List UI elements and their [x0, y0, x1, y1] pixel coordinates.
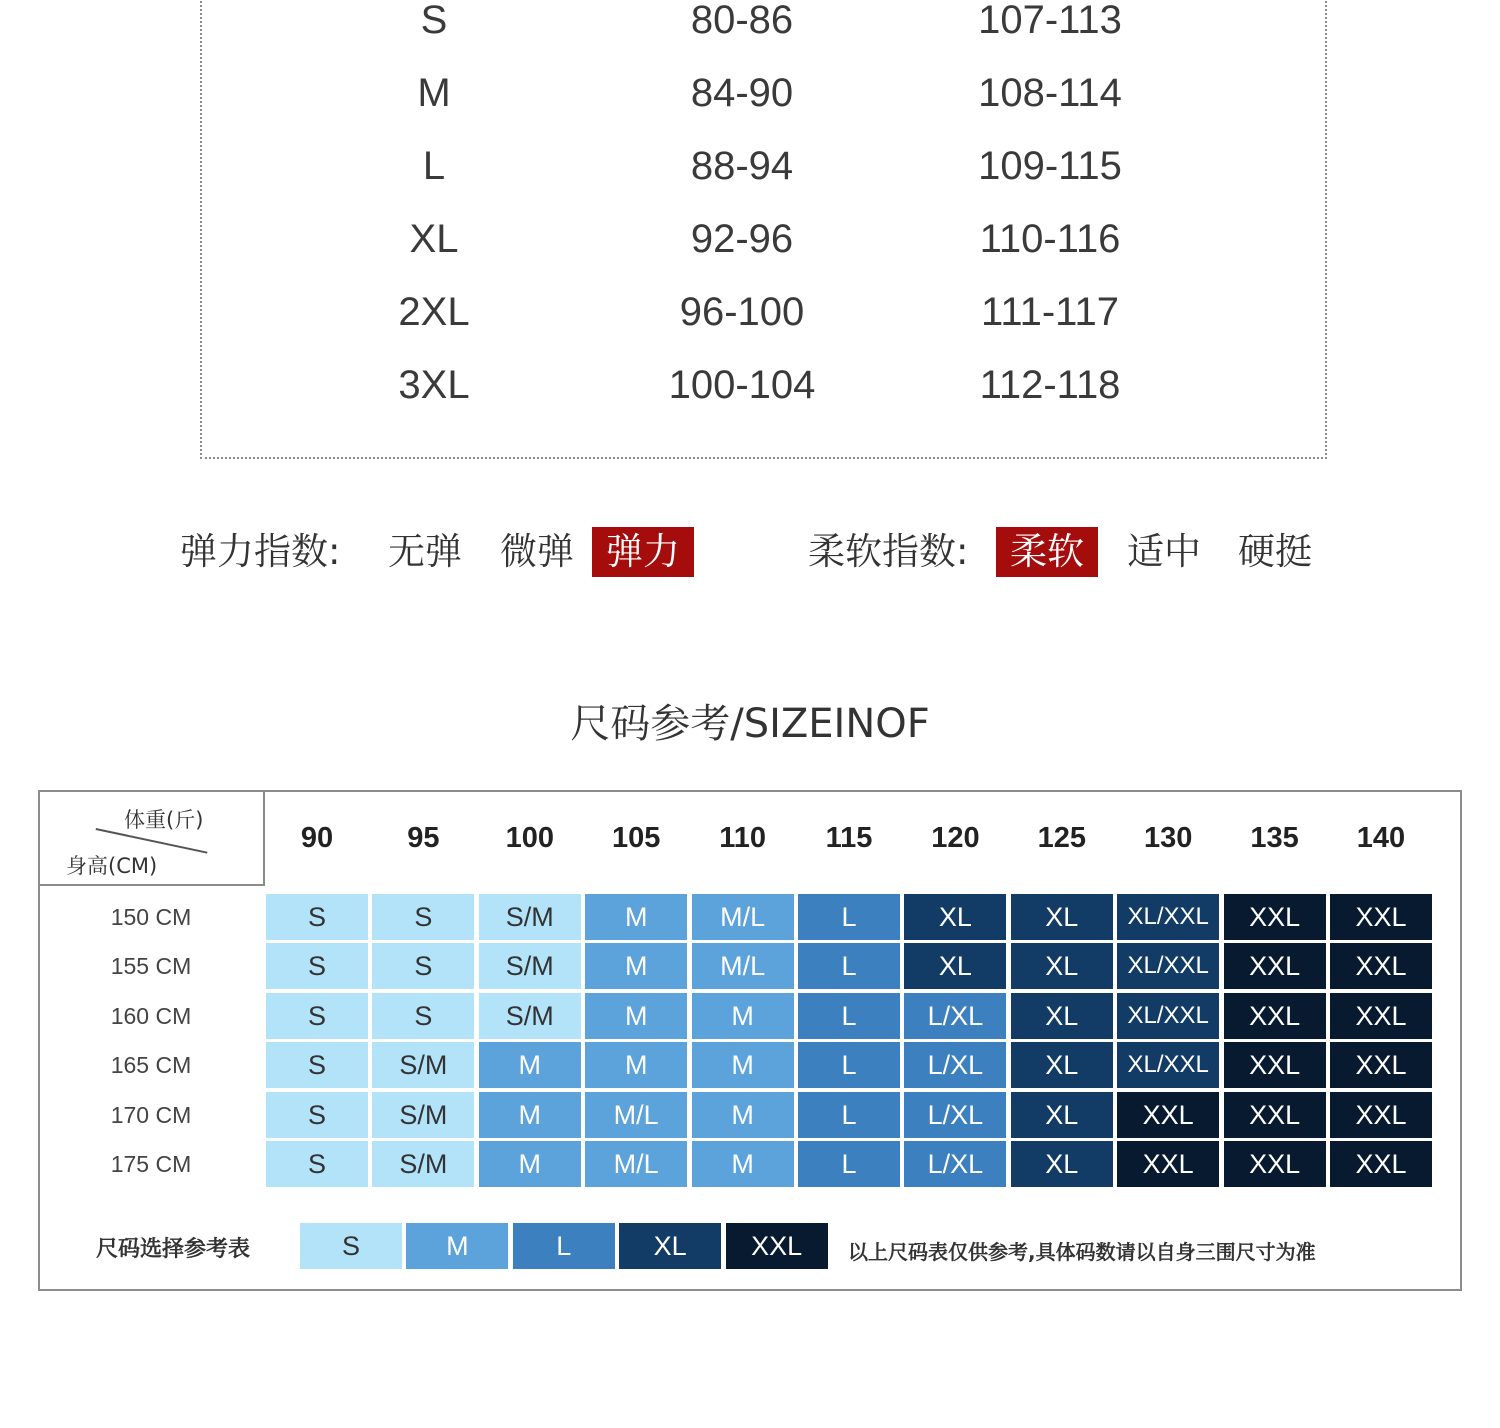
- size-cell: S: [372, 993, 474, 1039]
- size-cell: XXL: [1224, 1042, 1326, 1088]
- size-cell: XXL: [1224, 1141, 1326, 1187]
- height-label: 155 CM: [110, 953, 192, 980]
- size-cell: L/XL: [904, 1141, 1006, 1187]
- size-cell: XL: [904, 943, 1006, 989]
- size-cell: L/XL: [904, 1092, 1006, 1138]
- measure-range-1: 100-104: [668, 363, 816, 407]
- size-cell: S/M: [372, 1141, 474, 1187]
- size-cell: XL: [1011, 943, 1113, 989]
- size-cell: XL/XXL: [1117, 943, 1219, 989]
- size-cell: M: [692, 993, 794, 1039]
- size-cell: S: [266, 1042, 368, 1088]
- weight-header: 90: [300, 822, 334, 854]
- weight-header: 135: [1250, 822, 1299, 854]
- size-cell: XXL: [1224, 1092, 1326, 1138]
- size-cell: M: [585, 993, 687, 1039]
- chart-corner-header: [40, 792, 265, 886]
- size-label: 2XL: [398, 290, 470, 334]
- size-cell: M: [479, 1092, 581, 1138]
- measure-range-2: 107-113: [978, 0, 1122, 42]
- size-cell: XL/XXL: [1117, 993, 1219, 1039]
- size-cell: S/M: [479, 993, 581, 1039]
- size-cell: S: [266, 1141, 368, 1187]
- size-cell: S: [266, 1092, 368, 1138]
- size-cell: XL: [1011, 894, 1113, 940]
- disclaimer-note: 以上尺码表仅供参考,具体码数请以自身三围尺寸为准: [848, 1240, 1316, 1264]
- weight-header: 130: [1143, 822, 1193, 854]
- size-cell: XL: [1011, 1141, 1113, 1187]
- size-cell: XXL: [1330, 1092, 1432, 1138]
- weight-header: 140: [1356, 822, 1406, 854]
- size-cell: XXL: [1224, 993, 1326, 1039]
- measurement-table: [200, 0, 1327, 459]
- size-cell: M: [479, 1042, 581, 1088]
- size-chart: [38, 790, 1462, 1291]
- legend-swatch: XL: [619, 1223, 721, 1269]
- height-label: 170 CM: [110, 1101, 192, 1128]
- size-cell: L: [798, 1141, 900, 1187]
- size-label: 3XL: [398, 363, 470, 407]
- size-cell: L: [798, 943, 900, 989]
- fabric-index-line: [0, 527, 1500, 577]
- size-cell: XXL: [1224, 894, 1326, 940]
- size-cell: M/L: [692, 894, 794, 940]
- weight-header: 95: [407, 822, 440, 854]
- size-cell: M: [585, 1042, 687, 1088]
- weight-header: 110: [719, 822, 766, 854]
- size-cell: S/M: [372, 1042, 474, 1088]
- size-cell: XXL: [1330, 894, 1432, 940]
- measure-range-2: 108-114: [978, 71, 1122, 115]
- size-cell: M/L: [585, 1092, 687, 1138]
- size-cell: S: [266, 993, 368, 1039]
- size-cell: XXL: [1224, 943, 1326, 989]
- size-cell: M: [692, 1092, 794, 1138]
- size-cell: XL: [1011, 1092, 1113, 1138]
- measure-range-2: 112-118: [979, 363, 1121, 407]
- height-label: 175 CM: [110, 1151, 192, 1177]
- measure-range-1: 96-100: [679, 290, 805, 334]
- size-cell: XXL: [1330, 943, 1432, 989]
- size-cell: XL/XXL: [1117, 894, 1219, 940]
- size-cell: L: [798, 993, 900, 1039]
- soft-option-stiff: 硬挺: [1238, 530, 1312, 573]
- soft-index-label: 柔软指数:: [808, 530, 969, 573]
- elastic-option-selected: 弹力: [592, 527, 694, 577]
- size-label: XL: [409, 217, 459, 261]
- size-label: L: [422, 144, 446, 188]
- size-cell: XXL: [1330, 993, 1432, 1039]
- measure-range-2: 111-117: [981, 290, 1119, 334]
- size-cell: S: [372, 894, 474, 940]
- legend-swatch: XXL: [726, 1223, 828, 1269]
- size-cell: M: [585, 894, 687, 940]
- size-cell: XL: [904, 894, 1006, 940]
- size-cell: L: [798, 1092, 900, 1138]
- measure-range-1: 88-94: [690, 144, 794, 188]
- measurement-row: [202, 0, 1325, 58]
- size-cell: XL: [1011, 1042, 1113, 1088]
- size-cell: M: [692, 1141, 794, 1187]
- elastic-option-none: 无弹: [388, 530, 462, 573]
- measurement-row: [202, 217, 1325, 277]
- measurement-row: [202, 71, 1325, 131]
- measure-range-1: 80-86: [690, 0, 794, 42]
- size-cell: L: [798, 894, 900, 940]
- legend-swatch: M: [406, 1223, 508, 1269]
- size-cell: S: [266, 943, 368, 989]
- size-cell: XL/XXL: [1117, 1042, 1219, 1088]
- size-label: S: [420, 0, 448, 42]
- size-cell: S: [372, 943, 474, 989]
- size-cell: S/M: [479, 943, 581, 989]
- size-cell: S/M: [372, 1092, 474, 1138]
- height-axis-label: 身高(CM): [66, 854, 158, 878]
- legend-swatch: S: [300, 1223, 402, 1269]
- measure-range-1: 84-90: [690, 71, 794, 115]
- size-cell: M: [692, 1042, 794, 1088]
- size-cell: S/M: [479, 894, 581, 940]
- weight-header: 105: [611, 822, 661, 854]
- size-cell: S: [266, 894, 368, 940]
- size-label: M: [417, 71, 451, 115]
- size-chart-title: 尺码参考/SIZEINOF: [570, 701, 930, 747]
- weight-header: 120: [931, 822, 980, 854]
- elastic-index-label: 弹力指数:: [180, 530, 341, 573]
- elastic-option-slight: 微弹: [500, 530, 574, 573]
- height-label: 160 CM: [110, 1002, 192, 1029]
- size-cell: L/XL: [904, 1042, 1006, 1088]
- weight-header: 100: [505, 822, 554, 854]
- size-cell: XXL: [1117, 1141, 1219, 1187]
- measurement-row: [202, 290, 1325, 350]
- size-cell: XL: [1011, 993, 1113, 1039]
- height-label: 150 CM: [110, 904, 192, 930]
- measure-range-2: 109-115: [978, 144, 1122, 188]
- measure-range-2: 110-116: [979, 217, 1121, 261]
- size-cell: L: [798, 1042, 900, 1088]
- weight-axis-label: 体重(斤): [124, 808, 204, 832]
- measurement-row: [202, 363, 1325, 423]
- size-cell: XXL: [1330, 1141, 1432, 1187]
- weight-header: 125: [1037, 822, 1086, 854]
- legend-swatch: L: [513, 1223, 615, 1269]
- soft-option-selected: 柔软: [996, 527, 1098, 577]
- height-label: 165 CM: [110, 1052, 192, 1079]
- size-cell: XXL: [1117, 1092, 1219, 1138]
- size-cell: XXL: [1330, 1042, 1432, 1088]
- size-cell: L/XL: [904, 993, 1006, 1039]
- measurement-row: [202, 144, 1325, 204]
- soft-option-medium: 适中: [1127, 530, 1201, 573]
- size-cell: M/L: [692, 943, 794, 989]
- legend-label: 尺码选择参考表: [96, 1237, 251, 1262]
- measure-range-1: 92-96: [690, 217, 794, 261]
- size-cell: M: [479, 1141, 581, 1187]
- size-cell: M/L: [585, 1141, 687, 1187]
- weight-header: 115: [825, 822, 873, 854]
- size-cell: M: [585, 943, 687, 989]
